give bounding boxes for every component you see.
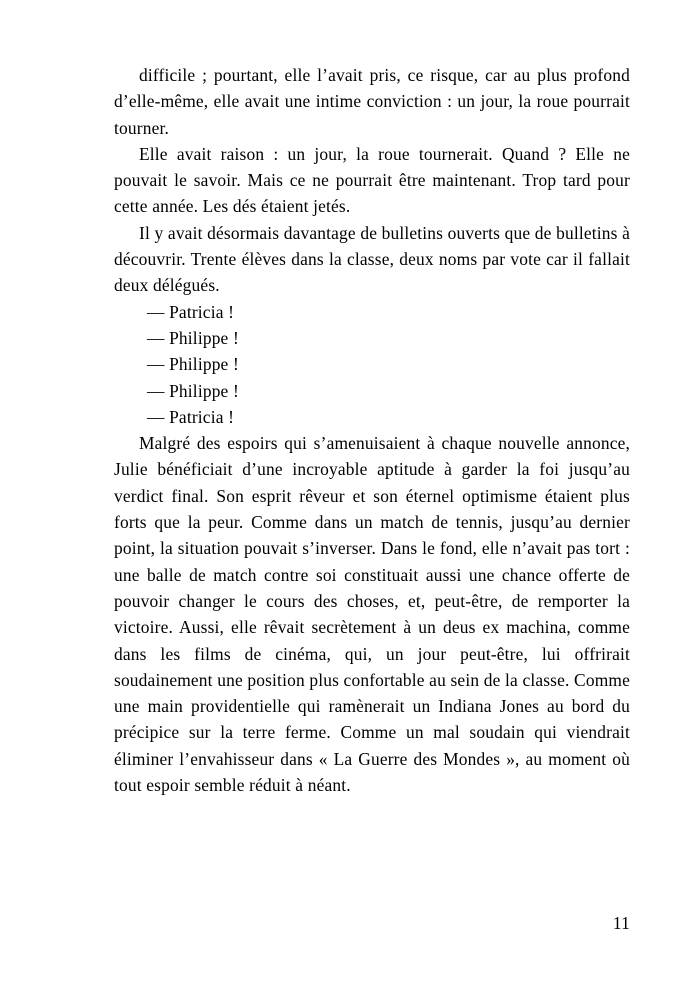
dialogue-line: — Philippe ! [147,327,239,348]
page-text-column [114,62,630,798]
page-number: 11 [612,913,630,933]
dialogue-line: — Philippe ! [147,380,239,401]
paragraph: Il y avait désormais davantage de bulletins ouverts que de bulletins à découvrir. Trente élèves dans la classe, deux noms par vote car il fallait deux délégués. [114,222,630,296]
paragraph: Elle avait raison : un jour, la roue tournerait. Quand ? Elle ne pouvait le savoir. Mais ce ne pourrait être maintenant. Trop tard pour cette année. Les dés étaient jetés. [114,143,630,217]
paragraph: difficile ; pourtant, elle l’avait pris, ce risque, car au plus profond d’elle-même, elle avait une intime conviction : un jour, la roue pourrait tourner. [114,65,630,138]
dialogue-line: — Patricia ! [147,406,235,427]
dialogue-line: — Patricia ! [147,301,235,322]
dialogue-line: — Philippe ! [147,354,239,375]
paragraph: Malgré des espoirs qui s’amenuisaient à chaque nouvelle annonce, Julie bénéficiait d’une incroyable aptitude à garder la foi jusqu’au verdict final. Son esprit rêveur et son éternel optimisme étaient plus forts que la peur. Comme dans un match de tennis, jusqu’au dernier point, la situation pouvait s’inverser. Dans le fond, elle n’avait pas tort : une balle de match contre soi constituait aussi une chance offerte de pouvoir changer le cours des choses, et, peut-être, de remporter la victoire. Aussi, elle rêvait secrètement à un deus ex machina, comme dans les films de cinéma, qui, un jour peut-être, lui offrirait soudainement une position plus confortable au sein de la classe. Comme une main providentielle qui ramènerait un Indiana Jones au bord du précipice sur la terre ferme. Comme un mal soudain qui viendrait éliminer l’envahisseur dans « La Guerre des Mondes », au moment où tout espoir semble réduit à néant. [114,433,630,796]
